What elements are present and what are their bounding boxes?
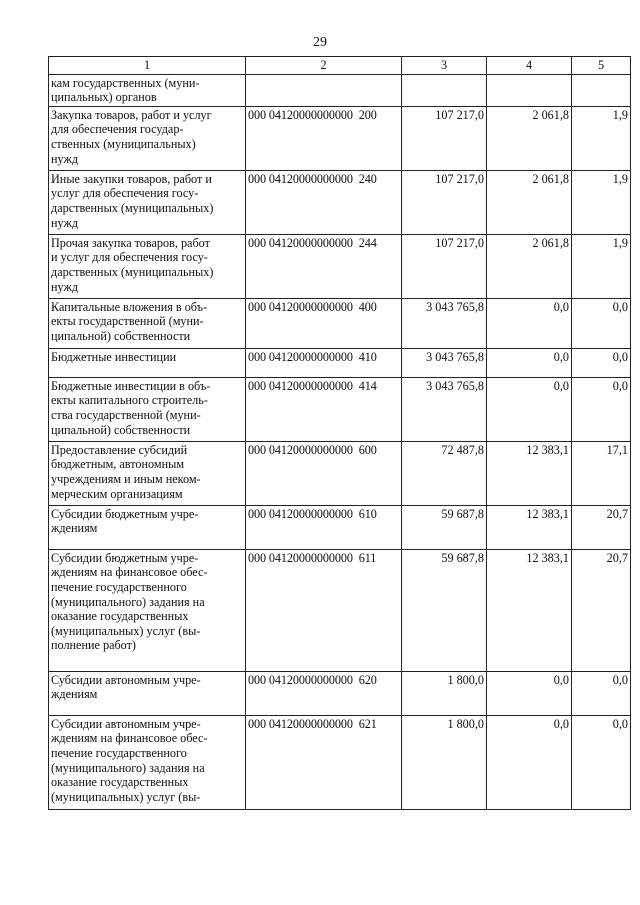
row-code-cell: 000 04120000000000 244 <box>246 234 402 298</box>
table-row <box>49 106 631 170</box>
row-value-col4: 0,0 <box>487 715 572 809</box>
row-value-col5: 0,0 <box>572 671 631 715</box>
row-code-cell: 000 04120000000000 410 <box>246 348 402 377</box>
row-value-col3: 1 800,0 <box>402 671 487 715</box>
row-value-col3: 107 217,0 <box>402 106 487 170</box>
row-code-cell: 000 04120000000000 400 <box>246 298 402 348</box>
row-value-col3: 3 043 765,8 <box>402 298 487 348</box>
row-value-col5: 20,7 <box>572 505 631 549</box>
row-value-col5: 17,1 <box>572 441 631 505</box>
row-code-cell <box>246 74 402 106</box>
row-name-cell: Закупка товаров, работ и услуг для обеспечения государ- ственных (муниципальных) нужд <box>49 106 246 170</box>
table-row <box>49 505 631 549</box>
row-value-col3: 1 800,0 <box>402 715 487 809</box>
column-header-3: 3 <box>402 57 487 75</box>
row-value-col3: 59 687,8 <box>402 549 487 671</box>
row-code-cell: 000 04120000000000 611 <box>246 549 402 671</box>
row-name-cell: Предоставление субсидий бюджетным, автономным учреждениям и иным неком- мерческим организациям <box>49 441 246 505</box>
row-name-cell: Прочая закупка товаров, работ и услуг для обеспечения госу- дарственных (муниципальных) нужд <box>49 234 246 298</box>
row-name-cell: Иные закупки товаров, работ и услуг для обеспечения госу- дарственных (муниципальных) нужд <box>49 170 246 234</box>
row-value-col3: 107 217,0 <box>402 234 487 298</box>
row-value-col3: 3 043 765,8 <box>402 348 487 377</box>
row-value-col4: 0,0 <box>487 348 572 377</box>
page-number: 29 <box>313 35 327 50</box>
row-value-col4: 2 061,8 <box>487 170 572 234</box>
table-row <box>49 715 631 809</box>
table-row <box>49 298 631 348</box>
row-value-col3: 3 043 765,8 <box>402 377 487 441</box>
row-code-cell: 000 04120000000000 200 <box>246 106 402 170</box>
row-name-cell: Субсидии автономным учре- ждениям на финансовое обес- печение государственного (муниципального) задания на оказание государственных (муниципальных) услуг (вы- <box>49 715 246 809</box>
column-header-2: 2 <box>246 57 402 75</box>
row-code-cell: 000 04120000000000 610 <box>246 505 402 549</box>
row-value-col5: 1,9 <box>572 106 631 170</box>
row-value-col3: 72 487,8 <box>402 441 487 505</box>
column-header-4: 4 <box>487 57 572 75</box>
row-name-cell: Субсидии автономным учре- ждениям <box>49 671 246 715</box>
row-name-cell: Субсидии бюджетным учре- ждениям на финансовое обес- печение государственного (муниципального) задания на оказание государственных (муниципальных) услуг (вы- полнение работ) <box>49 549 246 671</box>
row-value-col4 <box>487 74 572 106</box>
row-name-cell: Капитальные вложения в объ- екты государственной (муни- ципальной) собственности <box>49 298 246 348</box>
row-name-cell: Субсидии бюджетным учре- ждениям <box>49 505 246 549</box>
row-value-col4: 12 383,1 <box>487 549 572 671</box>
row-value-col5: 1,9 <box>572 170 631 234</box>
row-name-cell: кам государственных (муни- ципальных) органов <box>49 74 246 106</box>
table-row <box>49 234 631 298</box>
row-value-col5 <box>572 74 631 106</box>
row-value-col4: 2 061,8 <box>487 106 572 170</box>
row-value-col4: 12 383,1 <box>487 505 572 549</box>
row-value-col3: 107 217,0 <box>402 170 487 234</box>
table-row <box>49 170 631 234</box>
row-value-col4: 0,0 <box>487 671 572 715</box>
table-header-row <box>49 57 631 75</box>
row-name-cell: Бюджетные инвестиции в объ- екты капитального строитель- ства государственной (муни- ципальной) собственности <box>49 377 246 441</box>
row-value-col3: 59 687,8 <box>402 505 487 549</box>
table-row <box>49 348 631 377</box>
table-row <box>49 377 631 441</box>
table-body <box>49 74 631 809</box>
row-code-cell: 000 04120000000000 600 <box>246 441 402 505</box>
column-header-1: 1 <box>49 57 246 75</box>
row-name-cell: Бюджетные инвестиции <box>49 348 246 377</box>
row-value-col5: 0,0 <box>572 377 631 441</box>
row-value-col4: 2 061,8 <box>487 234 572 298</box>
row-value-col4: 0,0 <box>487 377 572 441</box>
row-value-col4: 0,0 <box>487 298 572 348</box>
row-value-col4: 12 383,1 <box>487 441 572 505</box>
table-row <box>49 671 631 715</box>
row-value-col5: 20,7 <box>572 549 631 671</box>
row-value-col5: 0,0 <box>572 715 631 809</box>
table-row <box>49 549 631 671</box>
row-code-cell: 000 04120000000000 240 <box>246 170 402 234</box>
row-code-cell: 000 04120000000000 620 <box>246 671 402 715</box>
row-code-cell: 000 04120000000000 621 <box>246 715 402 809</box>
row-value-col3 <box>402 74 487 106</box>
row-value-col5: 0,0 <box>572 298 631 348</box>
table-row <box>49 441 631 505</box>
row-value-col5: 1,9 <box>572 234 631 298</box>
row-code-cell: 000 04120000000000 414 <box>246 377 402 441</box>
row-value-col5: 0,0 <box>572 348 631 377</box>
budget-table <box>48 56 631 810</box>
table-row <box>49 74 631 106</box>
column-header-5: 5 <box>572 57 631 75</box>
